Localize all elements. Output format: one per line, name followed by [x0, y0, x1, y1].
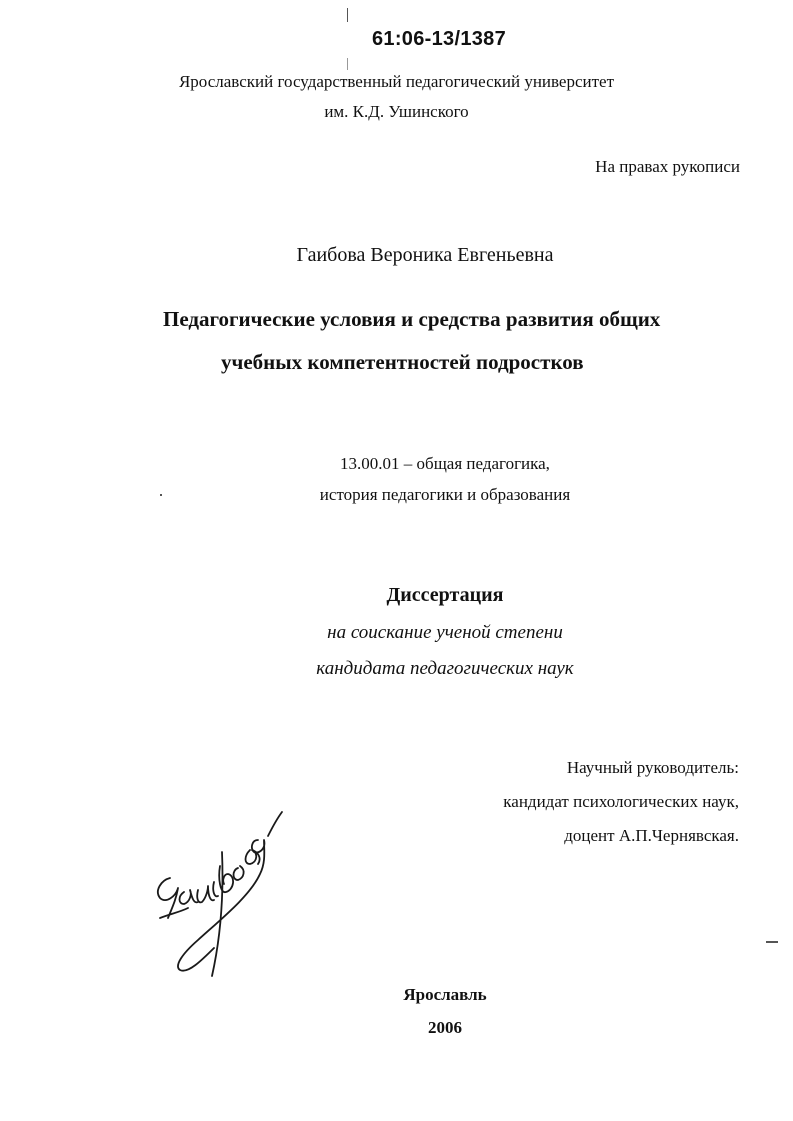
- specialty-line-1: 13.00.01 – общая педагогика,: [340, 454, 550, 473]
- university-name: им. К.Д. Ушинского: [324, 102, 469, 121]
- supervisor-name: доцент А.П.Чернявская.: [564, 826, 739, 845]
- scan-artifact-top-line-2: [347, 58, 348, 70]
- supervisor-label: Научный руководитель:: [566, 758, 739, 777]
- handwritten-signature: [140, 800, 310, 985]
- manuscript-note: На правах рукописи: [595, 157, 740, 176]
- scan-artifact-top-line: [347, 8, 348, 22]
- thesis-title-line-2: учебных компетентностей подростков: [221, 350, 584, 374]
- supervisor-degree: кандидат психологических наук,: [503, 792, 739, 811]
- city: Ярославль: [403, 985, 487, 1004]
- catalog-number: 61:06-13/1387: [372, 28, 507, 50]
- degree-line-1: на соискание ученой степени: [327, 622, 563, 643]
- specialty-line-2: история педагогики и образования: [319, 485, 571, 504]
- degree-line-2: кандидата педагогических наук: [316, 658, 574, 679]
- scan-artifact-dash: [766, 941, 778, 943]
- thesis-title-line-1: Педагогические условия и средства развития общих: [163, 307, 661, 331]
- university-title: Ярославский государственный педагогический университет: [178, 72, 615, 91]
- author-name: Гаибова Вероника Евгеньевна: [296, 244, 554, 266]
- year: 2006: [428, 1018, 462, 1037]
- dissertation-label: Диссертация: [386, 584, 504, 606]
